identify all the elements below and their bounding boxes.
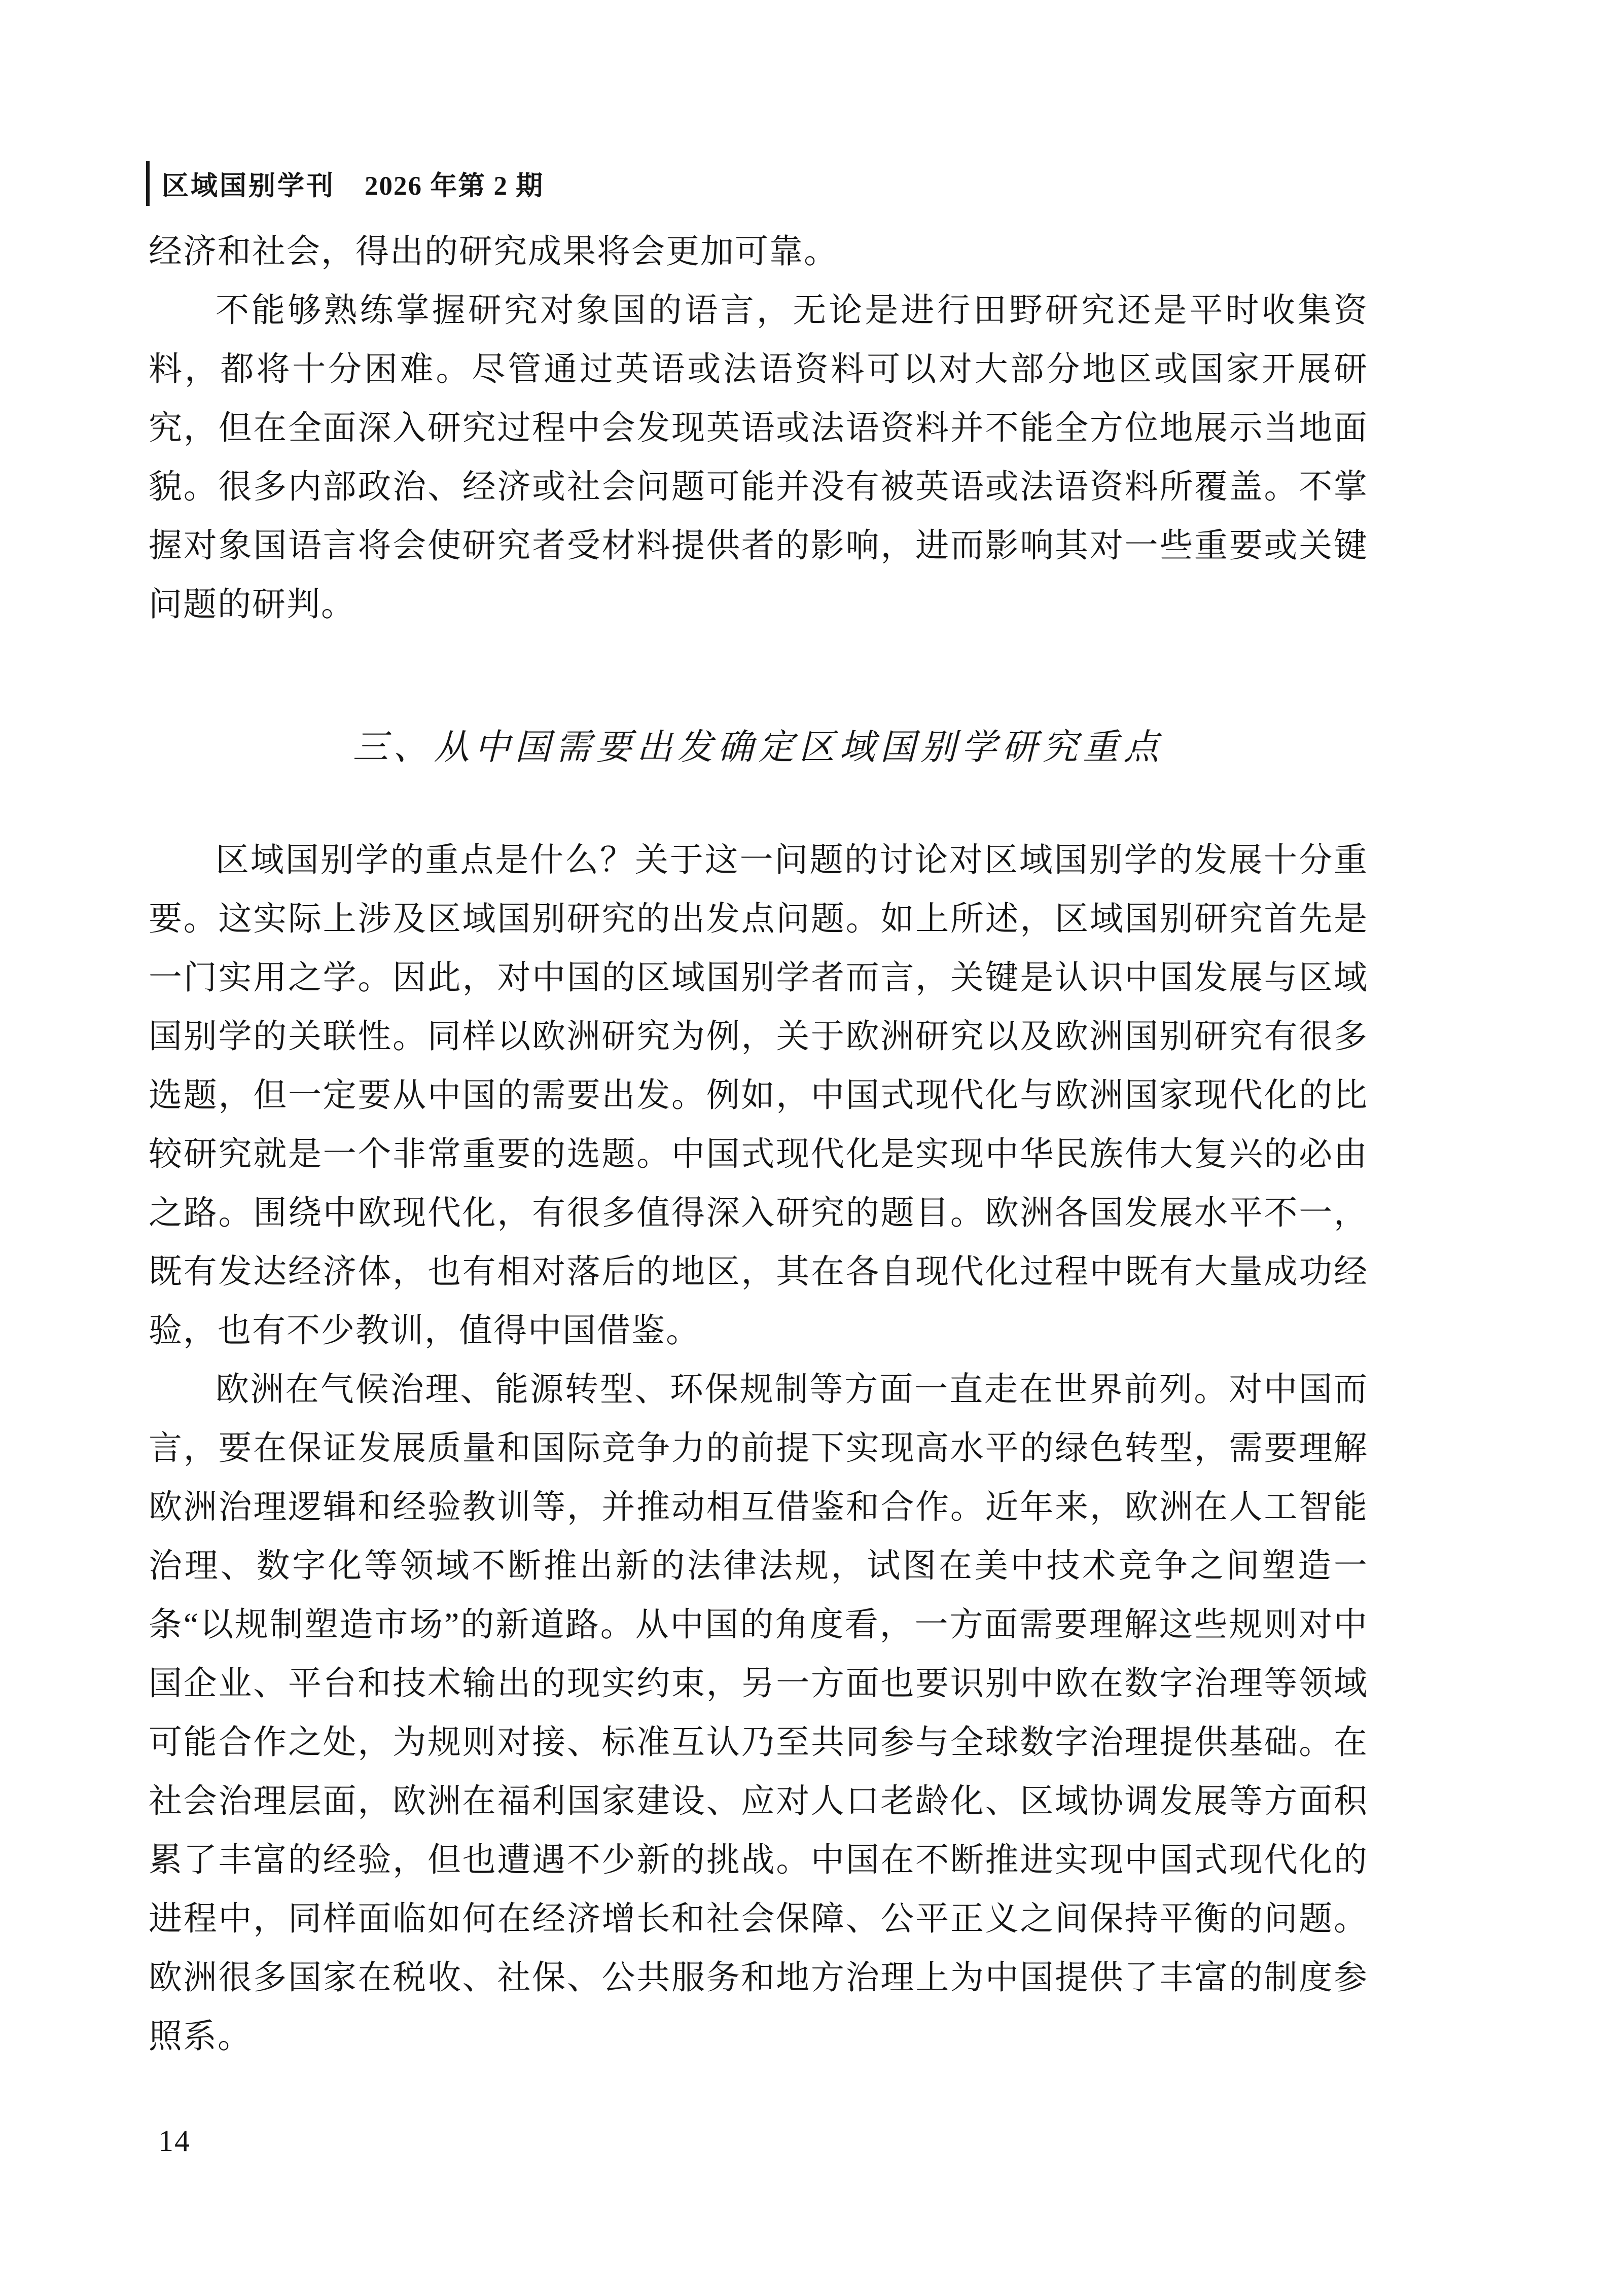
paragraph-europe-governance: 欧洲在气候治理、能源转型、环保规制等方面一直走在世界前列。对中国而言，要在保证发展质量和国际竞争力的前提下实现高水平的绿色转型，需要理解欧洲治理逻辑和经验教训等，并推动相互借鉴和合作。近年来，欧洲在人工智能治理、数字化等领域不断推出新的法律法规，试图在美中技术竞争之间塑造一条“以规制塑造市场”的新道路。从中国的角度看，一方面需要理解这些规则对中国企业、平台和技术输出的现实约束，另一方面也要识别中欧在数字治理等领域可能合作之处，为规则对接、标准互认乃至共同参与全球数字治理提供基础。在社会治理层面，欧洲在福利国家建设、应对人口老龄化、区域协调发展等方面积累了丰富的经验，但也遭遇不少新的挑战。中国在不断推进实现中国式现代化的进程中，同样面临如何在经济增长和社会保障、公平正义之间保持平衡的问题。欧洲很多国家在税收、社保、公共服务和地方治理上为中国提供了丰富的制度参照系。 [149,1371,1368,2055]
header-rule [146,161,150,206]
page-number: 14 [158,2124,191,2158]
section-heading: 三、从中国需要出发确定区域国别学研究重点 [352,728,1164,767]
paragraph-continuation: 经济和社会，得出的研究成果将会更加可靠。 [149,233,838,270]
article-body [149,223,1368,2066]
page-header [146,161,544,206]
paragraph-research-focus: 区域国别学的重点是什么？关于这一问题的讨论对区域国别学的发展十分重要。这实际上涉及区域国别研究的出发点问题。如上所述，区域国别研究首先是一门实用之学。因此，对中国的区域国别学者而言，关键是认识中国发展与区域国别学的关联性。同样以欧洲研究为例，关于欧洲研究以及欧洲国别研究有很多选题，但一定要从中国的需要出发。例如，中国式现代化与欧洲国家现代化的比较研究就是一个非常重要的选题。中国式现代化是实现中华民族伟大复兴的必由之路。围绕中欧现代化，有很多值得深入研究的题目。欧洲各国发展水平不一，既有发达经济体，也有相对落后的地区，其在各自现代化过程中既有大量成功经验，也有不少教训，值得中国借鉴。 [149,842,1368,1349]
paragraph-language-mastery: 不能够熟练掌握研究对象国的语言，无论是进行田野研究还是平时收集资料，都将十分困难。尽管通过英语或法语资料可以对大部分地区或国家开展研究，但在全面深入研究过程中会发现英语或法语资料并不能全方位地展示当地面貌。很多内部政治、经济或社会问题可能并没有被英语或法语资料所覆盖。不掌握对象国语言将会使研究者受材料提供者的影响，进而影响其对一些重要或关键问题的研判。 [149,292,1368,623]
journal-title: 区域国别学刊 [162,171,335,201]
journal-issue: 2026 年第 2 期 [365,171,544,201]
